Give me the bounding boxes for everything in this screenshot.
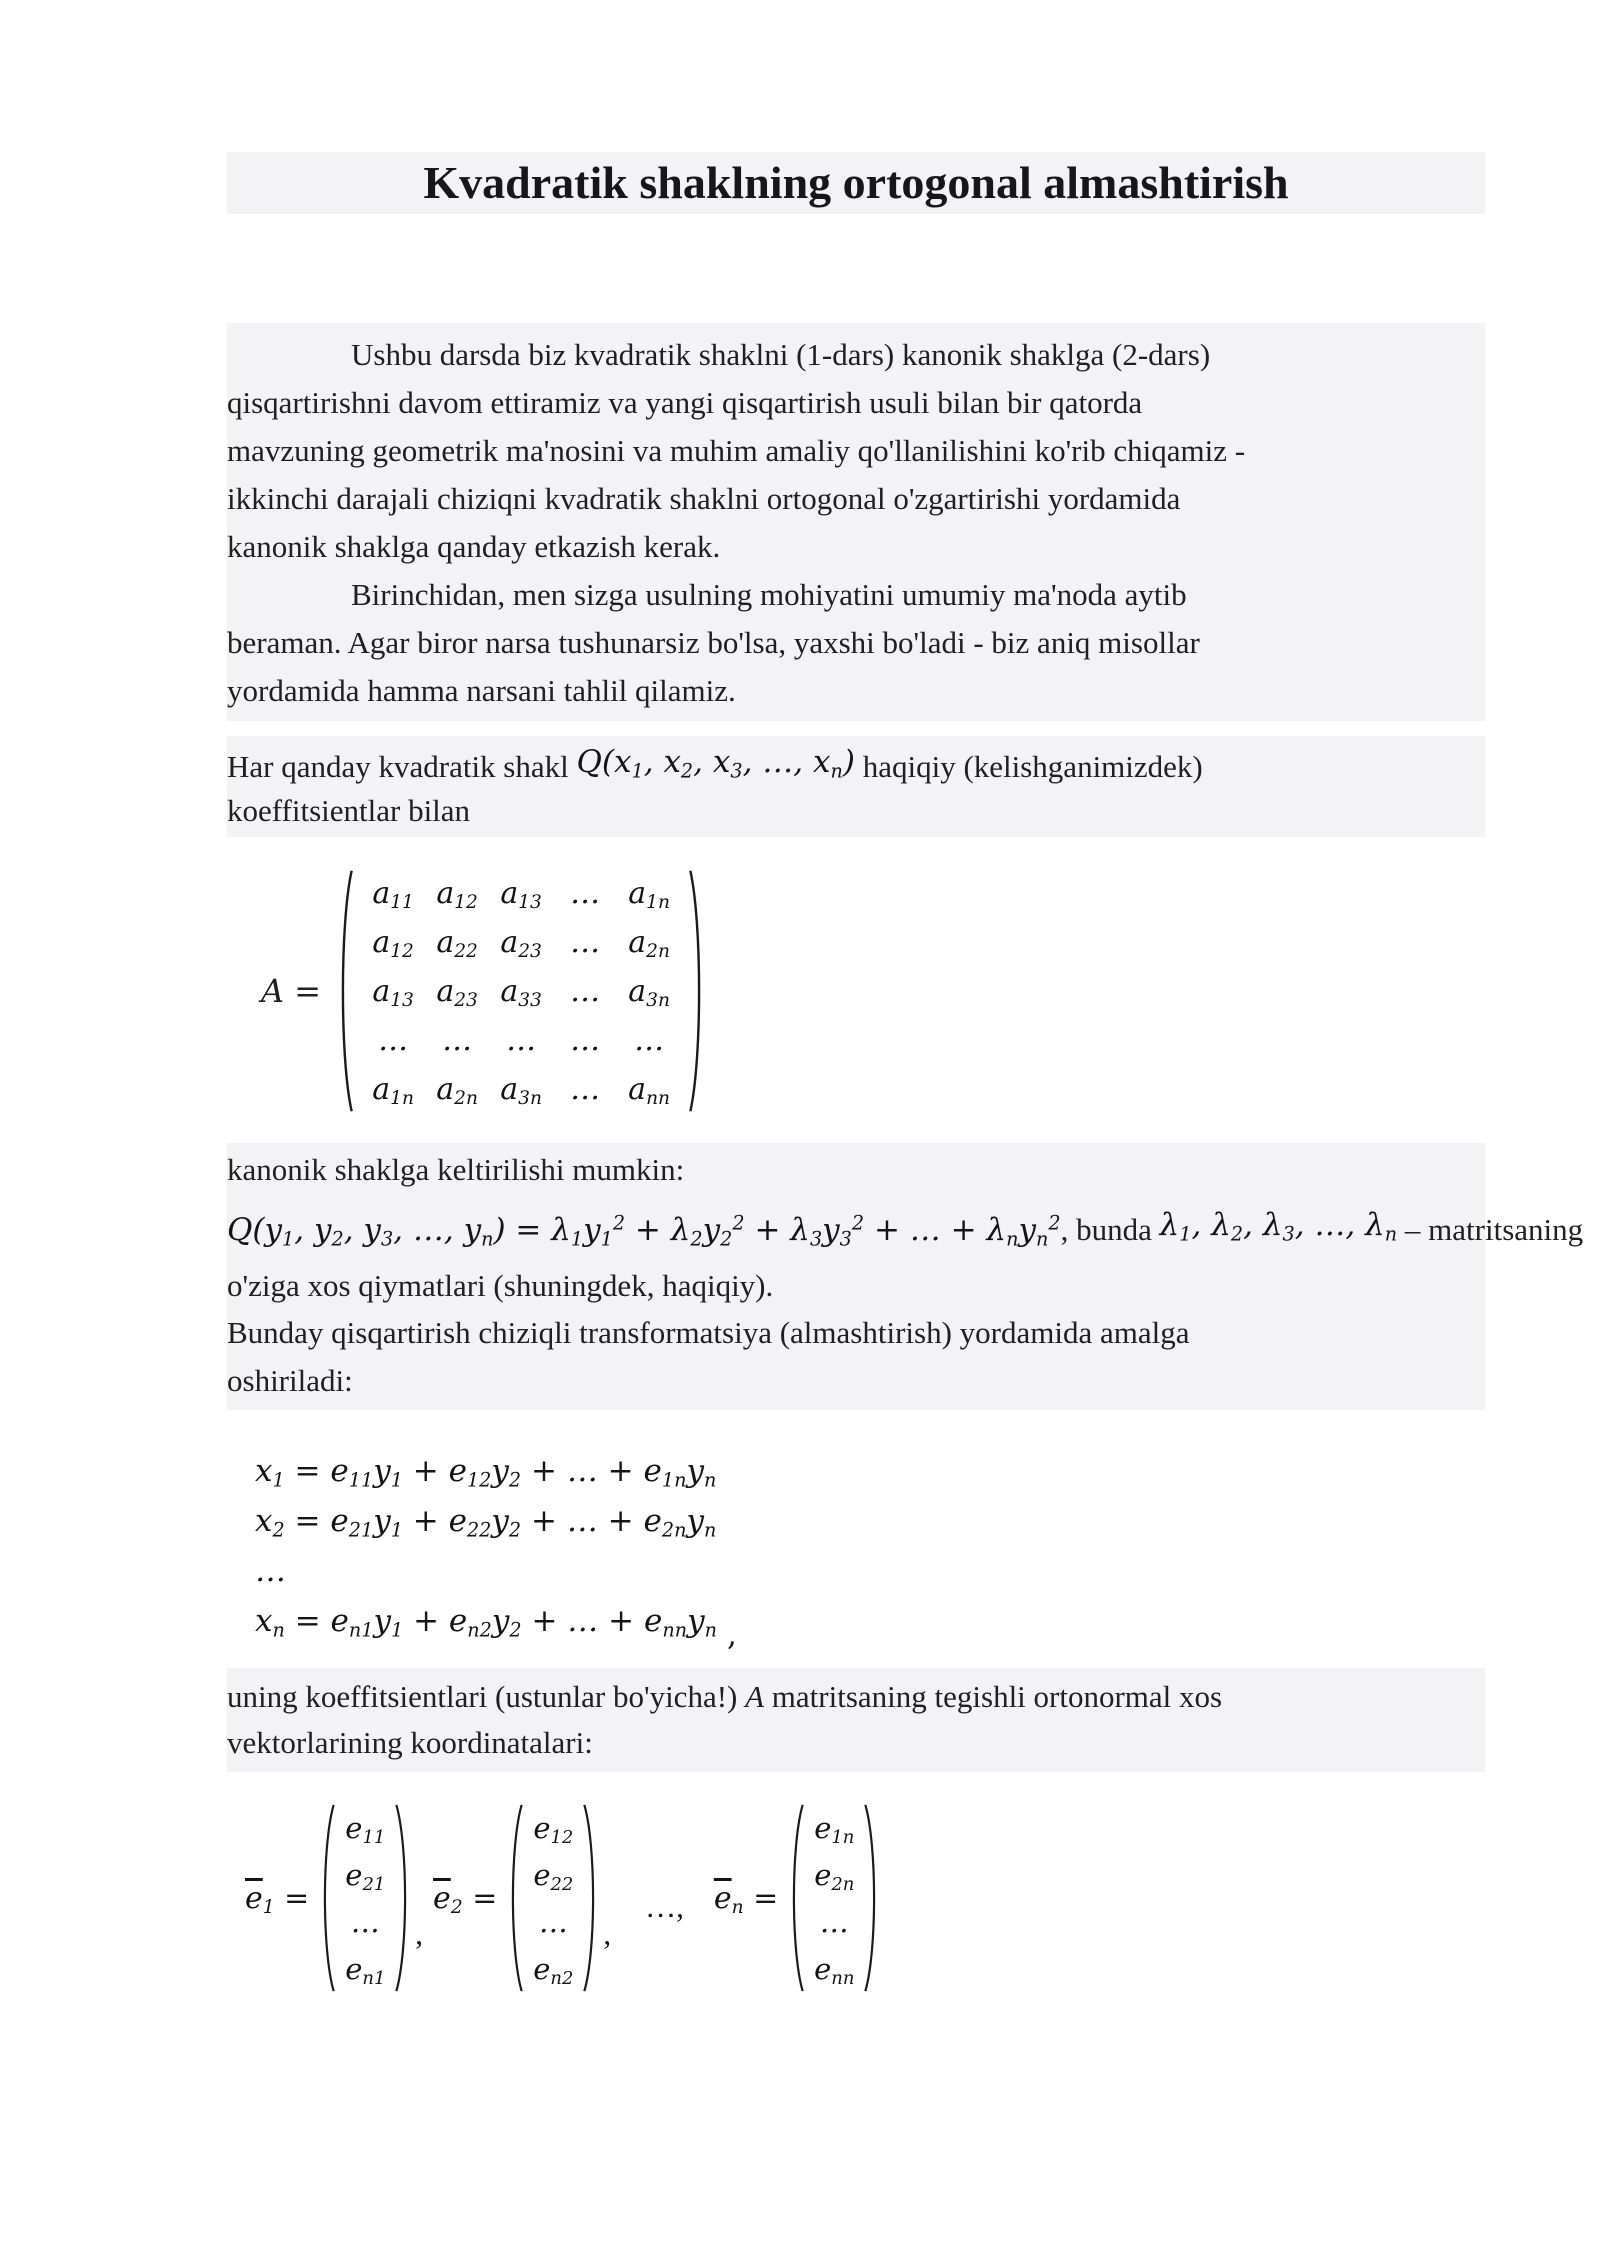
vector-n-left-paren-icon [786, 1802, 806, 1994]
eigenvector-2 [433, 1802, 601, 1994]
matrix-grid [355, 867, 687, 1115]
matrix-a [335, 867, 707, 1115]
vector-cell: $e_{n2}$ [533, 1951, 574, 1989]
matrix-a-label: A = [261, 972, 322, 1010]
vector-cell: $e_{1n}$ [814, 1810, 855, 1848]
eigenvector-n-column [806, 1802, 862, 1994]
matrix-cell: … [378, 1023, 409, 1058]
quadratic-form-line [227, 740, 1485, 789]
matrix-cell: … [570, 1072, 601, 1107]
quadratic-line-after: haqiqiy (kelishganimizdek) [854, 749, 1203, 784]
vector-separator-comma-2: , [603, 1916, 612, 1951]
matrix-cell: … [442, 1023, 473, 1058]
vector-cell: … [819, 1904, 849, 1939]
vector-cell: $e_{11}$ [345, 1810, 386, 1848]
matrix-cell: $a_{2n}$ [628, 925, 670, 963]
page-title [227, 152, 1485, 214]
content-column [227, 0, 1584, 1994]
lambda-list-formula: $\lambda_1$, $\lambda_2$, $\lambda_3$, …, $\lambda_n$ [1159, 1207, 1398, 1246]
matrix-cell: $a_{nn}$ [628, 1072, 671, 1110]
matrix-cell: $a_{33}$ [500, 974, 542, 1012]
matrix-cell: … [634, 1023, 665, 1058]
intro-paragraph-1: Ushbu darsda biz kvadratik shaklni (1-dars) kanonik shaklga (2-dars) qisqartirishni davom ettiramiz va yangi qisqartirish usuli bilan bir qatorda mavzuning geometrik ma'nosini va muhim amaliy qo'llanilishini ko'rib chiqamiz - ikkinchi darajali chiziqni kvadratik shaklni ortogonal o'zgartirishi yordamida kanonik shaklga qanday etkazish kerak. [227, 337, 1246, 564]
matrix-cell: … [570, 925, 601, 960]
transformation-equations-figure [255, 1446, 1485, 1653]
canonical-tail-text: – matritsaning [1397, 1212, 1584, 1247]
matrix-cell: $a_{13}$ [500, 876, 542, 914]
vector-cell: $e_{2n}$ [814, 1857, 855, 1895]
vector-cell: … [538, 1904, 568, 1939]
matrix-cell: … [506, 1023, 537, 1058]
canonical-intro-line: kanonik shaklga keltirilishi mumkin: [227, 1152, 685, 1187]
matrix-cell: $a_{12}$ [436, 876, 478, 914]
eigenvectors-figure [245, 1802, 1485, 1994]
eigenvalues-line: o'ziga xos qiymatlari (shuningdek, haqiqiy). [227, 1268, 774, 1303]
quadratic-line-before: Har qanday kvadratik shakl [227, 749, 577, 784]
matrix-cell: $a_{1n}$ [628, 876, 670, 914]
matrix-cell: $a_{23}$ [500, 925, 542, 963]
matrix-cell: $a_{3n}$ [628, 974, 670, 1012]
coefficients-line-2: vektorlarining koordinatalari: [227, 1725, 593, 1760]
equation-n-runs: $x_n = e_{n1}y_1 + e_{n2}y_2$ + … + $e_{nn}y_n$ [255, 1603, 717, 1642]
vector-cell: $e_{21}$ [345, 1857, 386, 1895]
vector-cell: $e_{n1}$ [345, 1951, 386, 1989]
eigenvector-2-label: $\overline{e}_2$ = [433, 1880, 498, 1918]
quadratic-form-line2: koeffitsientlar bilan [227, 793, 471, 828]
vector-cell: $e_{nn}$ [814, 1951, 855, 1989]
eigenvector-1-column [337, 1802, 393, 1994]
vector-2-right-paren-icon [581, 1802, 601, 1994]
eigenvector-n [714, 1802, 882, 1994]
coefficients-line-1: uning koeffitsientlari (ustunlar bo'yicha!) A matritsaning tegishli ortonormal xos [227, 1679, 1223, 1714]
equation-trailing-comma: , [726, 1617, 737, 1653]
matrix-left-paren-icon [335, 867, 355, 1115]
canonical-formula-line [227, 1192, 1584, 1263]
matrix-cell: $a_{1n}$ [372, 1072, 414, 1110]
vector-2-left-paren-icon [505, 1802, 525, 1994]
matrix-cell: $a_{23}$ [436, 974, 478, 1012]
vector-separator-comma-1: , [415, 1916, 424, 1951]
matrix-cell: $a_{22}$ [436, 925, 478, 963]
matrix-cell: … [570, 974, 601, 1009]
matrix-cell: $a_{11}$ [372, 876, 414, 914]
equation-line-2: $x_2 = e_{21}y_1 + e_{22}y_2$ + … + $e_{2n}y_n$ [255, 1503, 717, 1542]
quadratic-form-formula: $Q(x_1$, $x_2$, $x_3$, …, $x_n$) [576, 744, 855, 783]
matrix-cell: $a_{13}$ [372, 974, 414, 1012]
equation-line-dots: … [255, 1553, 286, 1589]
coefficients-section [227, 1668, 1485, 1772]
intro-paragraph-2: Birinchidan, men sizga usulning mohiyatini umumiy ma'noda aytib beraman. Agar biror narsa tushunarsiz bo'lsa, yaxshi bo'ladi - biz aniq misollar yordamida hamma narsani tahlil qilamiz. [227, 577, 1200, 708]
matrix-cell: $a_{2n}$ [436, 1072, 478, 1110]
vector-1-left-paren-icon [317, 1802, 337, 1994]
matrix-cell: $a_{3n}$ [500, 1072, 542, 1110]
matrix-a-figure [261, 867, 1485, 1115]
matrix-cell: … [570, 876, 601, 911]
equation-line-1: $x_1 = e_{11}y_1 + e_{12}y_2$ + … + $e_{1n}y_n$ [255, 1453, 717, 1492]
eigenvector-2-column [525, 1802, 581, 1994]
vector-cell: $e_{12}$ [533, 1810, 574, 1848]
transformation-line: Bunday qisqartirish chiziqli transformatsiya (almashtirish) yordamida amalga oshiriladi: [227, 1315, 1190, 1398]
matrix-right-paren-icon [687, 867, 707, 1115]
vectors-ellipsis-separator: …, [645, 1889, 684, 1924]
canonical-formula: $Q(y_1$, $y_2$, $y_3$, …, $y_n) = \lambda_1y_1^2 + \lambda_2y_2^2 + \lambda_3y_3^2$ + … + $\lambda_ny_n^2$ [227, 1211, 1061, 1251]
eigenvector-n-label: $\overline{e}_n$ = [713, 1880, 779, 1918]
vector-1-right-paren-icon [393, 1802, 413, 1994]
vector-cell: $e_{22}$ [533, 1857, 574, 1895]
vector-cell: … [350, 1904, 380, 1939]
intro-section [227, 323, 1485, 721]
canonical-form-section [227, 1143, 1584, 1410]
canonical-mid-text: , bunda [1060, 1212, 1160, 1247]
matrix-cell: … [570, 1023, 601, 1058]
page-title-text: Kvadratik shaklning ortogonal almashtirish [423, 157, 1289, 208]
eigenvector-1-label: $\overline{e}_1$ = [245, 1880, 310, 1918]
eigenvector-1 [245, 1802, 413, 1994]
vector-n-right-paren-icon [862, 1802, 882, 1994]
matrix-cell: $a_{12}$ [372, 925, 414, 963]
equation-line-n [255, 1596, 1485, 1653]
quadratic-form-section [227, 736, 1485, 837]
